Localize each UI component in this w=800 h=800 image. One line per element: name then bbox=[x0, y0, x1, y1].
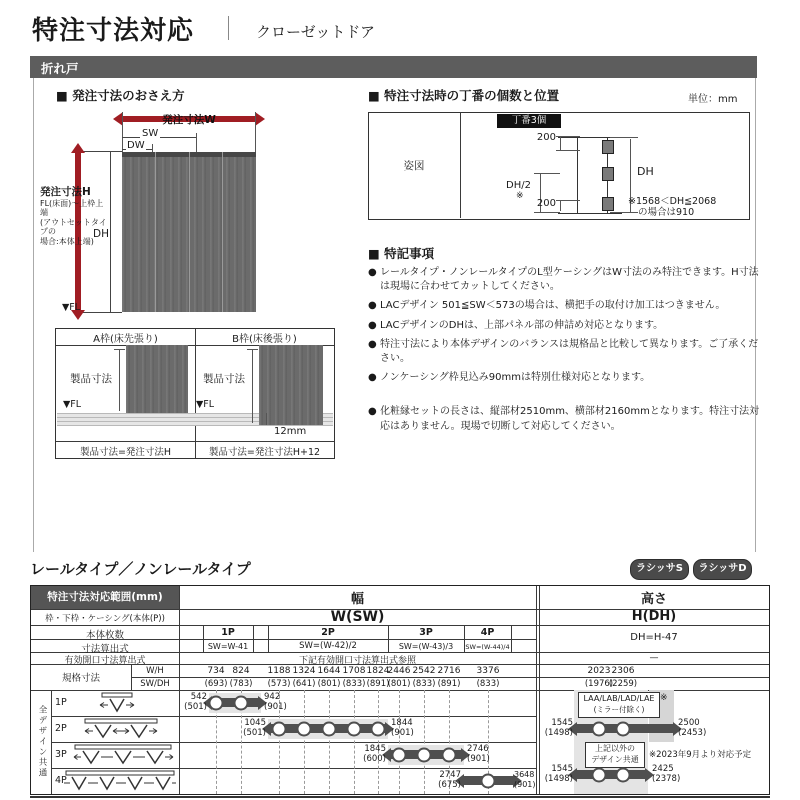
wh-value: 3376 bbox=[476, 666, 500, 676]
notes-heading: ■ 特記事項 bbox=[368, 246, 435, 261]
door-panel-divider bbox=[155, 152, 156, 312]
frame-diagram-table bbox=[55, 328, 335, 459]
swdh-value: (783) bbox=[229, 679, 253, 689]
frame-a-fl-marker: ▼FL bbox=[63, 399, 82, 410]
note-text: LACデザイン 501≦SW＜573の場合は、横把手の取付け加工はつきません。 bbox=[380, 300, 726, 312]
height-header: 高さ bbox=[640, 592, 667, 607]
note-item bbox=[368, 266, 764, 294]
range-start-paren: (501) bbox=[184, 702, 207, 713]
folding-door-image bbox=[122, 152, 256, 312]
range-start-value: 1545 bbox=[551, 718, 573, 728]
fl-marker: ▼FL bbox=[62, 302, 81, 313]
hinge-count-badge: 丁番3個 bbox=[497, 114, 561, 128]
panels-row-label: 本体枚数 bbox=[85, 630, 124, 641]
badge-line: 上記以外の bbox=[595, 744, 635, 753]
formula-2p: SW=(W-42)/2 bbox=[299, 641, 357, 651]
range-start-paren: (1498) bbox=[544, 774, 573, 785]
chart-row-label-1p: 1P bbox=[55, 697, 67, 708]
notes-list bbox=[368, 266, 764, 439]
range-end-paren: (901) bbox=[391, 728, 414, 739]
standard-size-dot bbox=[616, 767, 631, 782]
frame-a-header: A枠(床先張り) bbox=[93, 334, 158, 345]
range-end-label-1p bbox=[264, 692, 287, 712]
common-design-label: 全デザイン共通 bbox=[37, 705, 47, 779]
folding-door-glyph-4p bbox=[63, 770, 177, 792]
swdh-row-label: SW/DH bbox=[140, 679, 170, 689]
range-start-paren: (1498) bbox=[544, 728, 573, 739]
swdh-value: (833) bbox=[412, 679, 436, 689]
dh-dim-line bbox=[110, 152, 111, 312]
range-start-paren: (675) bbox=[438, 780, 461, 791]
hinge-note-2: の場合は910 bbox=[638, 207, 695, 218]
hinge-dh-half-mark: ※ bbox=[516, 191, 524, 201]
hinge-dh-label: DH bbox=[637, 165, 654, 178]
dim-tick bbox=[122, 112, 123, 152]
h-paren-value: (2259) bbox=[608, 679, 638, 689]
note-text: ノンケーシング枠見込み90mmは特別仕様対応となります。 bbox=[380, 372, 651, 384]
gridline bbox=[354, 690, 355, 794]
swdh-value: (693) bbox=[204, 679, 228, 689]
dw-label: DW bbox=[127, 140, 145, 151]
order-height-note-3: 場合:本体上端) bbox=[40, 236, 94, 246]
line bbox=[51, 742, 536, 743]
range-end-label-3p bbox=[467, 744, 490, 764]
standard-size-dot bbox=[234, 695, 249, 710]
range-end-label-4p bbox=[514, 770, 536, 789]
dim-tick bbox=[114, 349, 125, 350]
opening-ref: 下記有効開口寸法算出式参照 bbox=[298, 656, 416, 666]
range-start-label-4p bbox=[425, 770, 461, 790]
order-width-arrow-label: 発注寸法W bbox=[162, 114, 216, 126]
section-bar-label: 折れ戸 bbox=[41, 61, 79, 76]
note-text: LACデザインのDHは、上部パネル部の伸詰め対応となります。 bbox=[380, 319, 664, 331]
note-text: レールタイプ・ノンレールタイプのL型ケーシングはW寸法のみ特注できます。H寸法は現場に合わせてカットしてください。 bbox=[380, 267, 759, 293]
hinge-diagram-heading: ■ 特注寸法時の丁番の個数と位置 bbox=[368, 88, 560, 103]
range-end-paren: (2378) bbox=[652, 774, 681, 785]
door-panel-divider bbox=[189, 152, 190, 312]
range-start-value: 1845 bbox=[364, 744, 386, 754]
wh-value: 1324 bbox=[292, 666, 316, 676]
note-text: 化粧縁セットの長さは、縦部材2510mm、横部材2160mmとなります。特注寸法対応はありません。現場で切断して対応してください。 bbox=[380, 406, 760, 432]
wh-row-label: W/H bbox=[146, 666, 164, 676]
swdh-value: (833) bbox=[342, 679, 366, 689]
wh-value: 824 bbox=[232, 666, 250, 676]
badge-line: (ミラー付除く) bbox=[593, 705, 645, 714]
hinge-figure-label: 姿図 bbox=[403, 160, 425, 172]
h-value: 2306 bbox=[611, 666, 635, 676]
frame-row-label: 枠・下枠・ケーシング(本体(P)) bbox=[45, 614, 165, 624]
order-height-note-1: FL(床面)〜上枠上端 bbox=[40, 198, 104, 218]
h-dh-header: H(DH) bbox=[631, 609, 677, 624]
dim-tick bbox=[255, 112, 256, 152]
line bbox=[31, 625, 769, 626]
frame-b-formula: 製品寸法=発注寸法H+12 bbox=[208, 447, 321, 458]
dim-tick bbox=[247, 349, 258, 350]
hinge-icon bbox=[602, 167, 614, 181]
dim-line bbox=[252, 349, 253, 423]
standard-size-dot bbox=[297, 721, 312, 736]
section-bar bbox=[30, 56, 757, 78]
tab-lasissa-s[interactable]: ラシッサS bbox=[630, 559, 689, 580]
range-start-value: 1545 bbox=[551, 764, 573, 774]
formula-1p: SW=W-41 bbox=[207, 642, 249, 651]
dh-label: DH bbox=[93, 228, 109, 240]
folding-door-glyph-1p bbox=[89, 692, 145, 714]
dim-tick bbox=[534, 212, 560, 213]
width-header: 幅 bbox=[350, 592, 364, 607]
standard-size-dot bbox=[417, 747, 432, 762]
height-start-label-2 bbox=[539, 764, 573, 784]
range-start-label-3p bbox=[350, 744, 386, 764]
gridline bbox=[378, 690, 379, 794]
sw-label: SW bbox=[142, 128, 159, 139]
gridline bbox=[399, 690, 400, 794]
range-end-value: 1844 bbox=[391, 718, 413, 728]
line bbox=[253, 625, 254, 652]
height-end-label-1 bbox=[678, 718, 706, 738]
frame-a-product-label: 製品寸法 bbox=[70, 373, 112, 385]
hinge-note-1: ※1568＜DH≦2068 bbox=[628, 196, 717, 207]
range-start-label-2p bbox=[230, 718, 266, 738]
standard-size-dot bbox=[442, 747, 457, 762]
dim-tick bbox=[610, 212, 638, 213]
order-height-note-2: (アウトセットタイプの bbox=[40, 217, 107, 237]
leaf-bottom-line bbox=[558, 213, 622, 214]
wh-value: 2716 bbox=[437, 666, 461, 676]
range-arrow-1p bbox=[211, 698, 259, 707]
bullet-icon: ● bbox=[368, 372, 377, 384]
note-item bbox=[368, 338, 764, 366]
frame-b-fl-marker: ▼FL bbox=[196, 399, 215, 410]
range-start-value: 542 bbox=[190, 692, 207, 702]
badge-mark: ※ bbox=[660, 693, 668, 703]
badge-line: LAA/LAB/LAD/LAE bbox=[583, 694, 655, 703]
page-title: 特注寸法対応 bbox=[32, 16, 195, 46]
dim-line bbox=[560, 200, 561, 211]
swdh-value: (573) bbox=[267, 679, 291, 689]
spec-table bbox=[30, 585, 770, 795]
range-end-value: 2746 bbox=[467, 744, 489, 754]
standard-size-dot bbox=[592, 721, 607, 736]
standard-size-dot bbox=[347, 721, 362, 736]
panel-col-3p: 3P bbox=[419, 627, 433, 638]
folding-door-glyph-2p bbox=[79, 718, 163, 740]
frame-a-formula: 製品寸法=発注寸法H bbox=[79, 447, 172, 458]
opening-dash: — bbox=[649, 653, 659, 663]
dim-tick bbox=[196, 133, 197, 152]
range-end-label-2p bbox=[391, 718, 414, 738]
line bbox=[536, 586, 537, 794]
height-range-arrow-1 bbox=[576, 724, 674, 733]
door-panel-divider bbox=[222, 152, 223, 312]
wh-value: 2446 bbox=[387, 666, 411, 676]
frame-b-header: B枠(床後張り) bbox=[232, 334, 297, 345]
hinge-dim-bottom: 200 bbox=[536, 198, 556, 209]
range-start-value: 1045 bbox=[244, 718, 266, 728]
badge-line: デザイン共通 bbox=[591, 755, 639, 764]
range-start-paren: (501) bbox=[243, 728, 266, 739]
range-end-paren: (901) bbox=[467, 754, 490, 765]
height-end-label-2 bbox=[652, 764, 680, 784]
range-end-paren: (901) bbox=[514, 779, 536, 789]
order-height-label-block bbox=[40, 186, 110, 247]
standard-size-dot bbox=[209, 695, 224, 710]
range-start-label-1p bbox=[171, 692, 207, 712]
tab-lasissa-d[interactable]: ラシッサD bbox=[693, 559, 752, 580]
frame-a-door-panel bbox=[126, 345, 188, 413]
dim-tick bbox=[556, 150, 580, 151]
range-end-value: 942 bbox=[264, 692, 281, 702]
leaf-edge bbox=[577, 137, 578, 213]
hinge-icon bbox=[602, 197, 614, 211]
content-border-left bbox=[33, 78, 34, 552]
folding-door-glyph-3p bbox=[71, 744, 175, 766]
swdh-value: (801) bbox=[387, 679, 411, 689]
wh-value: 2542 bbox=[412, 666, 436, 676]
wh-value: 1708 bbox=[342, 666, 366, 676]
gridline bbox=[304, 690, 305, 794]
dim-line bbox=[560, 136, 561, 150]
rail-section-title: レールタイプ／ノンレールタイプ bbox=[30, 560, 251, 578]
line bbox=[460, 112, 461, 218]
range-header-cell: 特注寸法対応範囲(mm) bbox=[31, 586, 179, 609]
swdh-value: (891) bbox=[366, 679, 390, 689]
line bbox=[56, 441, 334, 442]
standard-size-dot bbox=[392, 747, 407, 762]
swdh-value: (833) bbox=[476, 679, 500, 689]
chart-row-label-4p: 4P bbox=[55, 775, 67, 786]
h-value: 2023 bbox=[587, 666, 611, 676]
height-range-arrow-2 bbox=[576, 770, 646, 779]
standard-size-dot bbox=[616, 721, 631, 736]
dh-formula: DH=H-47 bbox=[630, 632, 678, 643]
bullet-icon: ● bbox=[368, 267, 377, 278]
swdh-value: (801) bbox=[317, 679, 341, 689]
note-item bbox=[368, 299, 764, 313]
range-start-paren: (600) bbox=[363, 754, 386, 765]
height-design-badge-1 bbox=[578, 692, 660, 718]
order-diagram-heading: ■ 発注寸法のおさえ方 bbox=[56, 88, 185, 103]
frame-b-door-panel bbox=[259, 345, 323, 425]
dim-line bbox=[119, 349, 120, 411]
bullet-icon: ● bbox=[368, 319, 377, 331]
height-schedule-note: ※2023年9月より対応予定 bbox=[649, 750, 752, 760]
formula-3p: SW=(W-43)/3 bbox=[398, 642, 454, 651]
standard-size-dot bbox=[322, 721, 337, 736]
range-arrow-4p bbox=[463, 776, 514, 785]
order-height-arrow-label: 発注寸法H bbox=[40, 186, 91, 198]
range-end-value: 3648 bbox=[514, 770, 535, 779]
bullet-icon: ● bbox=[368, 406, 377, 418]
panel-col-1p: 1P bbox=[221, 627, 235, 638]
height-design-badge-2 bbox=[585, 742, 645, 768]
panel-col-2p: 2P bbox=[321, 627, 335, 638]
hinge-icon bbox=[602, 140, 614, 154]
opening-row-label: 有効開口寸法算出式 bbox=[64, 656, 146, 666]
offset-label: 12mm bbox=[274, 426, 307, 437]
wh-value: 734 bbox=[207, 666, 225, 676]
dim-tick bbox=[610, 137, 638, 138]
wh-value: 1824 bbox=[366, 666, 390, 676]
wh-value: 1188 bbox=[267, 666, 291, 676]
standard-size-dot bbox=[481, 773, 496, 788]
range-end-paren: (2453) bbox=[678, 728, 707, 739]
line bbox=[51, 716, 536, 717]
line bbox=[195, 329, 196, 458]
chart-row-label-3p: 3P bbox=[55, 749, 67, 760]
note-item bbox=[368, 405, 764, 433]
line bbox=[511, 625, 512, 652]
standard-size-dot bbox=[371, 721, 386, 736]
range-end-paren: (901) bbox=[264, 702, 287, 713]
w-sw-header: W(SW) bbox=[330, 609, 385, 625]
dim-tick bbox=[152, 144, 153, 152]
page-bottom-rule bbox=[30, 796, 770, 798]
gridline bbox=[329, 690, 330, 794]
range-end-value: 2425 bbox=[652, 764, 674, 774]
range-arrow-2p bbox=[270, 724, 386, 733]
dim-tick bbox=[534, 173, 560, 174]
height-start-label-1 bbox=[539, 718, 573, 738]
bullet-icon: ● bbox=[368, 300, 377, 312]
hinge-dh-half-label: DH/2 bbox=[506, 180, 531, 191]
swdh-value: (891) bbox=[437, 679, 461, 689]
h-paren-value: (1976) bbox=[584, 679, 614, 689]
line bbox=[131, 677, 769, 678]
range-arrow-3p bbox=[390, 750, 462, 759]
wh-value: 1644 bbox=[317, 666, 341, 676]
range-start-value: 2747 bbox=[439, 770, 461, 780]
chart-row-label-2p: 2P bbox=[55, 723, 67, 734]
unit-label: 単位：mm bbox=[688, 94, 738, 105]
note-text: 特注寸法により本体デザインのバランスは規格品と比較して異なります。ご了承ください。 bbox=[380, 338, 759, 364]
swdh-value: (641) bbox=[292, 679, 316, 689]
page-subtitle: クローゼットドア bbox=[256, 23, 375, 41]
formula-row-label: 寸法算出式 bbox=[81, 644, 129, 655]
offset-dim-line bbox=[266, 413, 267, 425]
range-end-value: 2500 bbox=[678, 718, 700, 728]
line bbox=[51, 768, 536, 769]
line bbox=[51, 690, 52, 794]
formula-4p: SW=(W-44)/4 bbox=[465, 643, 510, 651]
height-range-area bbox=[539, 690, 769, 794]
frame-b-product-label: 製品寸法 bbox=[203, 373, 245, 385]
panel-col-4p: 4P bbox=[480, 627, 495, 638]
bullet-icon: ● bbox=[368, 338, 377, 350]
note-item bbox=[368, 371, 764, 385]
standard-size-dot bbox=[272, 721, 287, 736]
standard-size-dot bbox=[592, 767, 607, 782]
standard-row-label: 規格寸法 bbox=[61, 673, 100, 684]
hinge-dim-top: 200 bbox=[536, 132, 556, 143]
title-divider bbox=[228, 16, 229, 40]
note-item bbox=[368, 319, 764, 333]
